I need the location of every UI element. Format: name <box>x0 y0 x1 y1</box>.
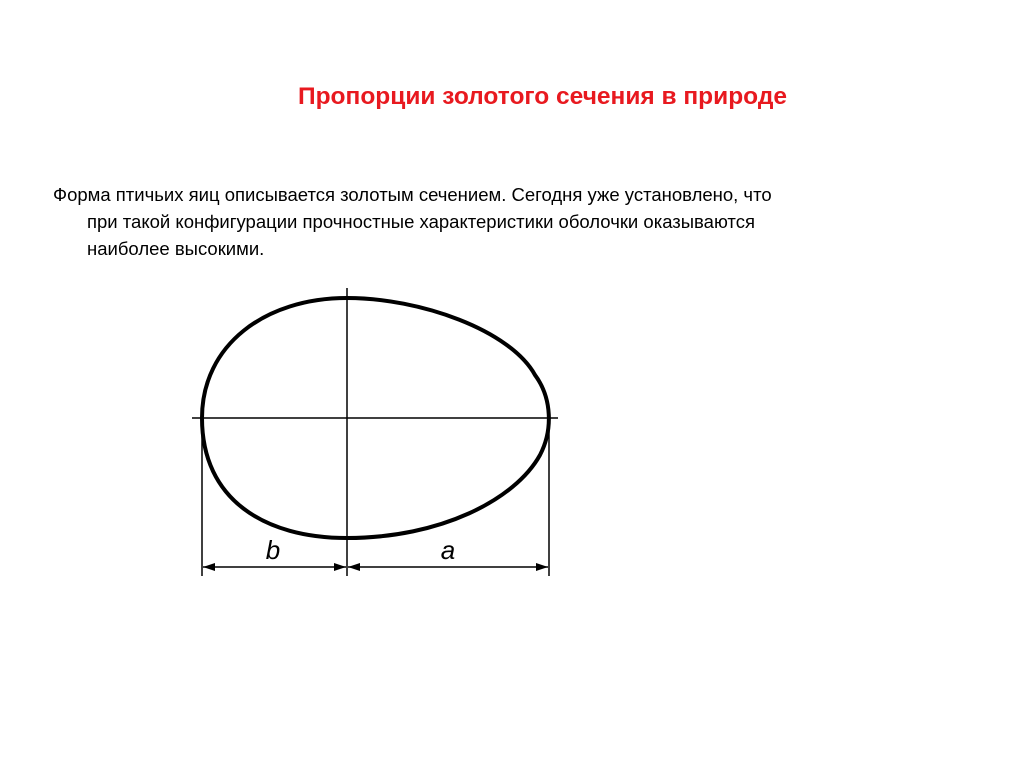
body-line-1: Форма птичьих яиц описывается золотым сечением. Сегодня уже установлено, что <box>53 184 772 205</box>
egg-diagram <box>180 280 580 590</box>
body-line-2: при такой конфигурации прочностные характеристики оболочки оказываются <box>87 211 755 232</box>
dimension-label-b: b <box>265 535 281 565</box>
slide-body-text <box>53 181 953 262</box>
dimension-label-a: a <box>440 535 456 565</box>
body-line-3: наиболее высокими. <box>87 238 265 259</box>
slide-title: Пропорции золотого сечения в природе <box>297 83 787 110</box>
